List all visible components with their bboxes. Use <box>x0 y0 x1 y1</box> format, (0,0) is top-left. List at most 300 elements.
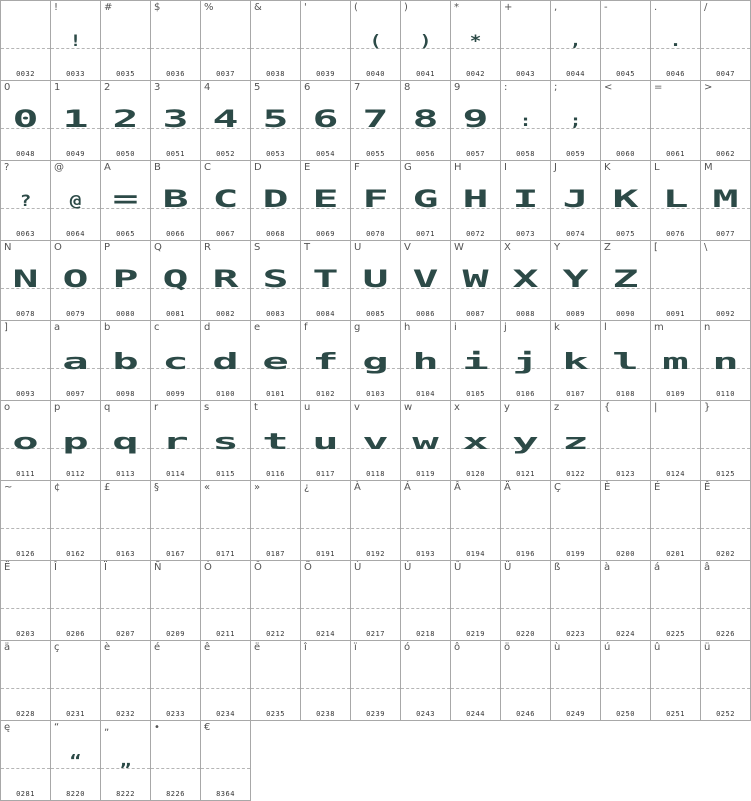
character-code: 0113 <box>116 470 135 478</box>
glyph-cell <box>600 0 651 81</box>
character-code: 0224 <box>616 630 635 638</box>
character-label: $ <box>154 2 161 13</box>
glyph-cell <box>250 0 301 81</box>
baseline-guide <box>651 448 700 449</box>
character-label: » <box>254 482 261 493</box>
character-label: @ <box>54 162 64 173</box>
glyph-sample: L <box>662 185 689 213</box>
glyph-cell <box>0 640 51 721</box>
character-label: â <box>704 562 711 573</box>
glyph-cell <box>100 240 151 321</box>
glyph-cell <box>150 160 201 241</box>
glyph-cell <box>350 480 401 561</box>
character-code: 0069 <box>316 230 335 238</box>
glyph-sample: W <box>462 265 489 293</box>
character-label: á <box>654 562 661 573</box>
character-code: 0243 <box>416 710 435 718</box>
character-label: ô <box>454 642 461 653</box>
baseline-guide <box>351 608 400 609</box>
character-label: K <box>604 162 611 173</box>
glyph-cell <box>200 640 251 721</box>
glyph-cell <box>450 560 501 641</box>
character-code: 0220 <box>516 630 535 638</box>
character-code: 0120 <box>466 470 485 478</box>
character-code: 0167 <box>166 550 185 558</box>
baseline-guide <box>701 608 750 609</box>
glyph-cell <box>500 240 551 321</box>
character-label: d <box>204 322 211 333</box>
character-label: î <box>304 642 307 653</box>
glyph-sample: K <box>612 185 639 213</box>
character-code: 0081 <box>166 310 185 318</box>
character-label: q <box>104 402 111 413</box>
glyph-sample: 0 <box>12 105 39 133</box>
glyph-cell <box>650 480 701 561</box>
glyph-sample: D <box>262 185 289 213</box>
baseline-guide <box>101 528 150 529</box>
character-label: l <box>604 322 607 333</box>
baseline-guide <box>501 528 550 529</box>
glyph-sample: 4 <box>212 105 239 133</box>
baseline-guide <box>551 608 600 609</box>
character-label: | <box>654 402 658 413</box>
glyph-cell <box>400 480 451 561</box>
baseline-guide <box>301 48 350 49</box>
character-label: Ñ <box>154 562 162 573</box>
character-label: v <box>354 402 360 413</box>
character-code: 0097 <box>66 390 85 398</box>
character-label: ¢ <box>54 482 61 493</box>
glyph-cell <box>150 320 201 401</box>
character-code: 0171 <box>216 550 235 558</box>
character-code: 0040 <box>366 70 385 78</box>
glyph-cell <box>600 480 651 561</box>
character-code: 0207 <box>116 630 135 638</box>
character-code: 0037 <box>216 70 235 78</box>
character-label: ß <box>554 562 561 573</box>
character-label: x <box>454 402 460 413</box>
character-code: 0055 <box>366 150 385 158</box>
character-label: Ë <box>4 562 11 573</box>
character-code: 0209 <box>166 630 185 638</box>
character-code: 0104 <box>416 390 435 398</box>
character-label: L <box>654 162 660 173</box>
character-label: • <box>154 722 160 733</box>
character-code: 0194 <box>466 550 485 558</box>
glyph-cell <box>200 240 251 321</box>
character-code: 0249 <box>566 710 585 718</box>
character-label: ę <box>4 722 11 733</box>
character-code: 0049 <box>66 150 85 158</box>
glyph-cell <box>350 80 401 161</box>
glyph-cell <box>0 160 51 241</box>
character-code: 0070 <box>366 230 385 238</box>
glyph-cell <box>300 240 351 321</box>
glyph-cell <box>500 80 551 161</box>
glyph-sample: s <box>212 430 239 455</box>
character-code: 0203 <box>16 630 35 638</box>
glyph-sample: ) <box>419 31 432 50</box>
glyph-cell <box>200 0 251 81</box>
character-label: Q <box>154 242 162 253</box>
character-label: Ú <box>404 562 412 573</box>
baseline-guide <box>651 128 700 129</box>
character-code: 0072 <box>466 230 485 238</box>
glyph-sample: ( <box>369 31 382 50</box>
character-code: 0063 <box>16 230 35 238</box>
character-label: ( <box>354 2 358 13</box>
character-code: 0092 <box>716 310 735 318</box>
glyph-sample: i <box>462 350 489 375</box>
glyph-sample: = <box>112 185 139 213</box>
glyph-cell <box>550 320 601 401</box>
character-code: 0101 <box>266 390 285 398</box>
character-code: 0042 <box>466 70 485 78</box>
glyph-cell <box>250 160 301 241</box>
character-label: % <box>204 2 214 13</box>
glyph-cell <box>700 80 751 161</box>
glyph-cell <box>550 480 601 561</box>
glyph-cell <box>550 160 601 241</box>
character-label: ö <box>504 642 511 653</box>
character-label: 3 <box>154 82 161 93</box>
character-label: n <box>704 322 711 333</box>
glyph-cell <box>550 400 601 481</box>
baseline-guide <box>1 688 50 689</box>
baseline-guide <box>201 48 250 49</box>
character-code: 0053 <box>266 150 285 158</box>
character-code: 0044 <box>566 70 585 78</box>
glyph-cell <box>100 400 151 481</box>
baseline-guide <box>701 128 750 129</box>
character-label: U <box>354 242 362 253</box>
character-label: k <box>554 322 560 333</box>
character-code: 8222 <box>116 790 135 798</box>
character-label: & <box>254 2 262 13</box>
character-label: ú <box>604 642 611 653</box>
glyph-cell <box>700 560 751 641</box>
character-code: 0238 <box>316 710 335 718</box>
baseline-guide <box>251 528 300 529</box>
character-label: Á <box>404 482 411 493</box>
glyph-cell <box>400 80 451 161</box>
glyph-cell <box>100 160 151 241</box>
character-label: “ <box>54 722 60 733</box>
glyph-sample: 1 <box>62 105 89 133</box>
character-code: 0193 <box>416 550 435 558</box>
character-label: = <box>654 82 663 93</box>
baseline-guide <box>551 688 600 689</box>
character-code: 0043 <box>516 70 535 78</box>
character-label: Ö <box>304 562 312 573</box>
character-code: 8226 <box>166 790 185 798</box>
character-code: 0059 <box>566 150 585 158</box>
character-label: C <box>204 162 211 173</box>
character-code: 0162 <box>66 550 85 558</box>
glyph-cell <box>150 640 201 721</box>
character-label: 5 <box>254 82 261 93</box>
character-label: Î <box>54 562 57 573</box>
glyph-sample: “ <box>69 751 82 770</box>
character-label: ê <box>204 642 211 653</box>
character-code: 0073 <box>516 230 535 238</box>
glyph-sample: B <box>162 185 189 213</box>
character-code: 0078 <box>16 310 35 318</box>
character-label: Û <box>454 562 462 573</box>
glyph-cell <box>350 160 401 241</box>
character-code: 0075 <box>616 230 635 238</box>
character-code: 0086 <box>416 310 435 318</box>
glyph-sample: 7 <box>362 105 389 133</box>
glyph-cell <box>400 240 451 321</box>
glyph-cell <box>0 560 51 641</box>
character-code: 0108 <box>616 390 635 398</box>
glyph-sample: E <box>312 185 339 213</box>
glyph-cell <box>600 320 651 401</box>
character-label: - <box>604 2 608 13</box>
character-code: 0226 <box>716 630 735 638</box>
character-code: 0118 <box>366 470 385 478</box>
character-code: 0033 <box>66 70 85 78</box>
character-code: 0048 <box>16 150 35 158</box>
glyph-cell <box>550 80 601 161</box>
character-label: à <box>604 562 611 573</box>
glyph-sample: a <box>62 350 89 375</box>
character-code: 0233 <box>166 710 185 718</box>
character-label: § <box>154 482 159 493</box>
glyph-cell <box>650 0 701 81</box>
glyph-cell <box>550 560 601 641</box>
baseline-guide <box>101 608 150 609</box>
character-code: 0125 <box>716 470 735 478</box>
glyph-cell <box>500 560 551 641</box>
character-label: Ü <box>504 562 512 573</box>
character-code: 0239 <box>366 710 385 718</box>
character-label: 6 <box>304 82 311 93</box>
character-label: ç <box>54 642 60 653</box>
glyph-cell <box>350 320 401 401</box>
character-label: € <box>204 722 211 733</box>
baseline-guide <box>1 368 50 369</box>
character-code: 0052 <box>216 150 235 158</box>
glyph-cell <box>50 480 101 561</box>
character-label: # <box>104 2 113 13</box>
glyph-sample: O <box>62 265 89 293</box>
character-code: 0192 <box>366 550 385 558</box>
glyph-sample: j <box>512 350 539 375</box>
glyph-cell <box>50 240 101 321</box>
glyph-sample: H <box>462 185 489 213</box>
baseline-guide <box>251 608 300 609</box>
baseline-guide <box>51 688 100 689</box>
character-code: 0217 <box>366 630 385 638</box>
character-label: . <box>654 2 658 13</box>
baseline-guide <box>151 48 200 49</box>
glyph-cell <box>350 640 401 721</box>
glyph-cell <box>400 400 451 481</box>
character-code: 0281 <box>16 790 35 798</box>
character-code: 0218 <box>416 630 435 638</box>
character-code: 0071 <box>416 230 435 238</box>
character-code: 0066 <box>166 230 185 238</box>
baseline-guide <box>701 528 750 529</box>
baseline-guide <box>601 128 650 129</box>
character-code: 0088 <box>516 310 535 318</box>
character-label: ] <box>4 322 8 333</box>
baseline-guide <box>51 608 100 609</box>
glyph-cell <box>50 160 101 241</box>
character-code: 0051 <box>166 150 185 158</box>
character-code: 0110 <box>716 390 735 398</box>
character-label: : <box>504 82 508 93</box>
baseline-guide <box>151 768 200 769</box>
glyph-cell <box>250 320 301 401</box>
character-label: 1 <box>54 82 61 93</box>
glyph-cell <box>150 480 201 561</box>
character-label: ! <box>54 2 59 13</box>
character-code: 0126 <box>16 550 35 558</box>
character-label: Y <box>554 242 561 253</box>
character-code: 0087 <box>466 310 485 318</box>
baseline-guide <box>601 48 650 49</box>
baseline-guide <box>1 768 50 769</box>
baseline-guide <box>451 688 500 689</box>
glyph-sample: C <box>212 185 239 213</box>
glyph-sample: Y <box>562 265 589 293</box>
glyph-cell <box>700 480 751 561</box>
character-code: 0084 <box>316 310 335 318</box>
glyph-cell <box>200 320 251 401</box>
baseline-guide <box>151 528 200 529</box>
character-code: 0116 <box>266 470 285 478</box>
character-code: 0074 <box>566 230 585 238</box>
character-label: T <box>304 242 311 253</box>
glyph-sample: w <box>412 430 439 455</box>
character-label: < <box>604 82 613 93</box>
glyph-sample: 9 <box>462 105 489 133</box>
character-label: j <box>504 322 507 333</box>
baseline-guide <box>551 528 600 529</box>
character-label: ù <box>554 642 561 653</box>
character-code: 0085 <box>366 310 385 318</box>
glyph-cell <box>600 400 651 481</box>
baseline-guide <box>701 48 750 49</box>
character-code: 0080 <box>116 310 135 318</box>
glyph-sample: h <box>412 350 439 375</box>
character-label: s <box>204 402 210 413</box>
glyph-cell <box>650 560 701 641</box>
character-label: 4 <box>204 82 211 93</box>
character-label: 8 <box>404 82 411 93</box>
character-label: Ä <box>504 482 511 493</box>
character-code: 0206 <box>66 630 85 638</box>
glyph-cell <box>500 480 551 561</box>
character-label: è <box>104 642 111 653</box>
character-label: O <box>54 242 62 253</box>
character-label: ï <box>354 642 357 653</box>
glyph-sample: R <box>212 265 239 293</box>
glyph-cell <box>50 0 101 81</box>
character-code: 0228 <box>16 710 35 718</box>
character-label: 0 <box>4 82 11 93</box>
character-code: 0103 <box>366 390 385 398</box>
glyph-cell <box>0 720 51 801</box>
character-label: P <box>104 242 111 253</box>
glyph-sample: V <box>412 265 439 293</box>
character-label: È <box>604 482 611 493</box>
glyph-sample: q <box>112 430 139 455</box>
glyph-cell <box>100 720 151 801</box>
glyph-sample: m <box>662 350 689 375</box>
character-code: 0082 <box>216 310 235 318</box>
glyph-sample: U <box>362 265 389 293</box>
character-label: / <box>704 2 708 13</box>
character-code: 0091 <box>666 310 685 318</box>
character-label: ? <box>4 162 10 173</box>
character-code: 0231 <box>66 710 85 718</box>
baseline-guide <box>201 528 250 529</box>
character-label: D <box>254 162 262 173</box>
glyph-sample: y <box>512 430 539 455</box>
baseline-guide <box>301 608 350 609</box>
glyph-sample: * <box>469 31 482 50</box>
glyph-sample: r <box>162 430 189 455</box>
baseline-guide <box>651 288 700 289</box>
baseline-guide <box>301 528 350 529</box>
character-label: é <box>154 642 161 653</box>
glyph-cell <box>600 240 651 321</box>
character-label: N <box>4 242 12 253</box>
baseline-guide <box>151 688 200 689</box>
character-code: 0123 <box>616 470 635 478</box>
baseline-guide <box>201 768 250 769</box>
baseline-guide <box>401 528 450 529</box>
character-label: ë <box>254 642 261 653</box>
character-code: 0112 <box>66 470 85 478</box>
glyph-sample: d <box>212 350 239 375</box>
baseline-guide <box>601 608 650 609</box>
character-code: 0212 <box>266 630 285 638</box>
glyph-cell <box>700 240 751 321</box>
glyph-cell <box>50 320 101 401</box>
character-label: Z <box>604 242 611 253</box>
glyph-sample: : <box>519 111 532 130</box>
character-code: 0111 <box>16 470 35 478</box>
baseline-guide <box>251 48 300 49</box>
character-label: ¿ <box>304 482 310 493</box>
glyph-cell <box>650 320 701 401</box>
glyph-cell <box>700 0 751 81</box>
glyph-cell <box>300 80 351 161</box>
character-label: I <box>504 162 507 173</box>
glyph-sample: o <box>12 430 39 455</box>
baseline-guide <box>651 608 700 609</box>
glyph-cell <box>450 400 501 481</box>
character-code: 0196 <box>516 550 535 558</box>
character-label: V <box>404 242 411 253</box>
character-code: 0234 <box>216 710 235 718</box>
character-code: 0090 <box>616 310 635 318</box>
glyph-cell <box>150 560 201 641</box>
baseline-guide <box>351 688 400 689</box>
character-code: 0202 <box>716 550 735 558</box>
glyph-cell <box>650 160 701 241</box>
glyph-cell <box>650 80 701 161</box>
baseline-guide <box>1 608 50 609</box>
character-code: 0214 <box>316 630 335 638</box>
glyph-cell <box>450 240 501 321</box>
glyph-cell <box>0 240 51 321</box>
